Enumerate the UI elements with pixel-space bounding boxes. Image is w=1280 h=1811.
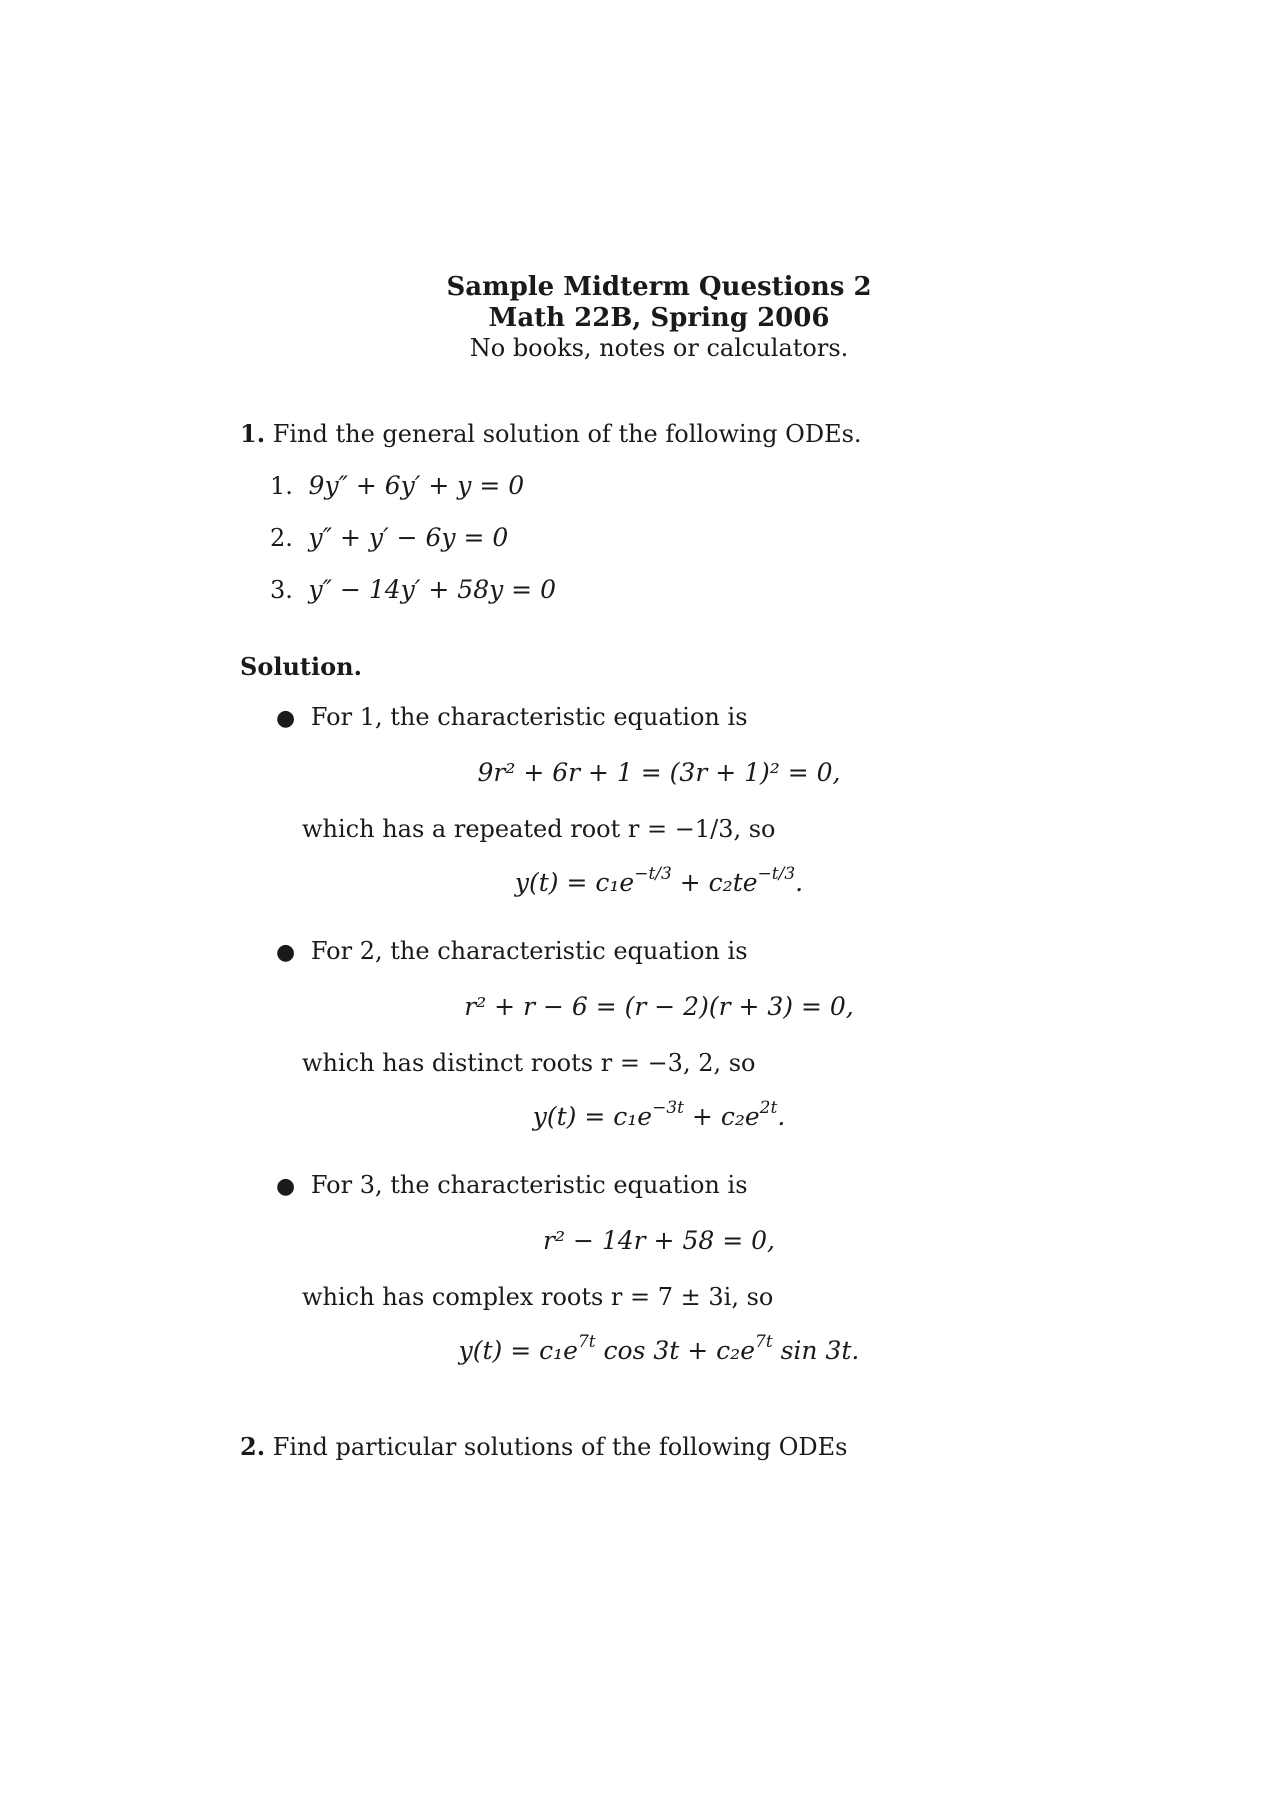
problem-2-prompt: Find particular solutions of the following ODEs	[272, 1433, 848, 1461]
exponent: −t/3	[757, 864, 796, 884]
exponent: 7t	[755, 1332, 773, 1352]
case-1-intro	[276, 703, 748, 731]
document-title: Sample Midterm Questions 2	[446, 272, 872, 302]
item-number: 1.	[270, 472, 293, 500]
solution-heading: Solution.	[240, 652, 362, 681]
bullet-icon: ●	[276, 706, 296, 731]
exponent: 7t	[577, 1332, 596, 1352]
case-1-roots: which has a repeated root r = −1/3, so	[302, 815, 776, 843]
item-equation: 9y″ + 6y′ + y = 0	[308, 471, 525, 500]
problem-1-number: 1.	[240, 419, 266, 448]
item-number: 3.	[270, 576, 293, 604]
case-2-characteristic-equation: r² + r − 6 = (r − 2)(r + 3) = 0,	[464, 992, 854, 1021]
case-1-characteristic-equation: 9r² + 6r + 1 = (3r + 1)² = 0,	[477, 758, 841, 787]
exponent: −3t	[652, 1098, 684, 1118]
case-2-roots: which has distinct roots r = −3, 2, so	[302, 1049, 756, 1077]
exponent: 2t	[759, 1098, 778, 1118]
case-3-general-solution: $y(t) = c_1e^{7t}$ $\cos 3t + c_2e^{7t}$ sin 3t.	[458, 1332, 860, 1365]
case-3-intro	[276, 1171, 748, 1199]
problem-1-item-2	[270, 523, 508, 552]
problem-1-item-1	[270, 471, 524, 500]
case-3-characteristic-equation: r² − 14r + 58 = 0,	[543, 1226, 775, 1255]
case-2-general-solution: $y(t) = c_1e^{-3t} + c_2e^{2t}$.	[532, 1098, 786, 1131]
problem-1-item-3	[270, 575, 556, 604]
exponent: −t/3	[634, 864, 672, 884]
item-equation: y″ + y′ − 6y = 0	[308, 523, 509, 552]
problem-2-number: 2.	[240, 1432, 266, 1461]
case-intro-text: For 2, the characteristic equation is	[310, 937, 748, 965]
case-1-general-solution: $y(t) = c_1e^{-t/3} + c_2te^{-t/3}$.	[514, 864, 804, 897]
problem-2	[240, 1432, 847, 1461]
course-line: Math 22B, Spring 2006	[488, 303, 830, 333]
item-number: 2.	[270, 524, 293, 552]
item-equation: y″ − 14y′ + 58y = 0	[308, 575, 556, 604]
case-intro-text: For 1, the characteristic equation is	[310, 703, 748, 731]
case-intro-text: For 3, the characteristic equation is	[310, 1171, 748, 1199]
case-2-intro	[276, 937, 748, 965]
bullet-icon: ●	[276, 940, 296, 965]
problem-1	[240, 419, 862, 448]
exam-note: No books, notes or calculators.	[469, 334, 849, 362]
problem-1-prompt: Find the general solution of the following ODEs.	[272, 420, 862, 448]
bullet-icon: ●	[276, 1174, 296, 1199]
case-3-roots: which has complex roots r = 7 ± 3i, so	[302, 1283, 774, 1311]
